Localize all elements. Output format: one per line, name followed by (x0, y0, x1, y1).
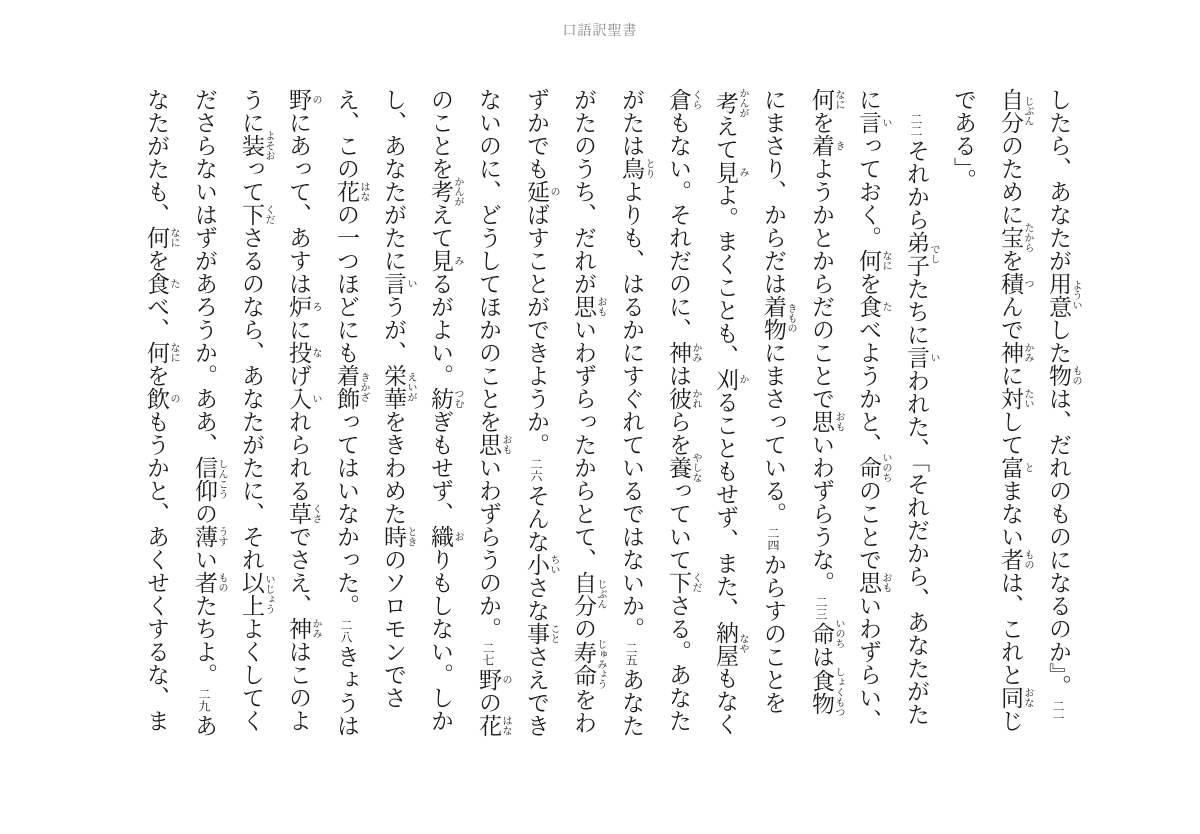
furigana: み (452, 249, 463, 272)
ruby-word: 神 かみ (286, 617, 321, 640)
ruby-word: 下 くだ (666, 571, 701, 594)
text-run: にまさり、からだは (761, 88, 786, 295)
furigana: ようい (1070, 272, 1081, 318)
text-run: に (998, 364, 1023, 387)
verse-number: 二一 (1051, 699, 1065, 724)
ruby-word: 対 たい (998, 387, 1033, 410)
ruby-word: 事 こと (524, 622, 559, 645)
furigana: なに (168, 226, 179, 249)
text-run: をきわめた (381, 410, 406, 525)
ruby-word: 時 とき (381, 525, 416, 548)
furigana: き (833, 134, 844, 157)
ruby-word: 炉 ろ (286, 295, 321, 318)
furigana: ちい (548, 553, 559, 576)
ruby-word: 思 おも (571, 295, 606, 318)
text-run: はこのように (239, 88, 311, 732)
ruby-word: 自分 じぶん (998, 88, 1033, 134)
text-run: からすのことを (761, 553, 786, 714)
text-run: の一つほどにも (334, 203, 359, 364)
text-run: ぎもせず、 (428, 410, 453, 525)
furigana: くだ (263, 203, 274, 226)
text-run: は、だれのものになるのか』。 (1046, 387, 1071, 698)
ruby-word: 何 なに (144, 341, 179, 364)
furigana: おな (1022, 686, 1033, 709)
furigana: じぶん (1022, 88, 1033, 134)
ruby-word: 何 なに (144, 226, 179, 249)
furigana: の (500, 668, 511, 691)
ruby-word: 納屋 なや (713, 620, 748, 667)
ruby-word: 富 と (998, 456, 1033, 479)
text-run: うが、 (381, 295, 406, 364)
ruby-word: 投 な (286, 341, 321, 364)
furigana: くさ (310, 502, 321, 525)
text-run: の (571, 617, 596, 640)
text-run: は、これと (998, 571, 1023, 686)
furigana: くら (690, 88, 701, 111)
ruby-word: 延 の (524, 180, 559, 203)
furigana: たい (1022, 387, 1033, 410)
text-run: ばすことができようか。 (524, 203, 549, 456)
furigana: なに (168, 341, 179, 364)
ruby-word: 倉 くら (666, 88, 701, 111)
text-run: を (144, 364, 169, 387)
text-run: げ (286, 364, 311, 387)
text-run: は (809, 645, 834, 668)
ruby-word: 命 いのち (809, 618, 844, 649)
text-run: したら、あなたが (1046, 88, 1071, 272)
ruby-word: 以上 いじょう (239, 571, 274, 617)
text-run: いわずらい、 (856, 594, 881, 732)
text-run: まない (998, 479, 1023, 548)
furigana: かんが (737, 88, 748, 118)
text-run: にまさっている。 (761, 341, 786, 525)
text-run: ることもせず、また、 (713, 390, 738, 621)
furigana: しょくもつ (833, 667, 844, 717)
ruby-word: 自分 じぶん (571, 571, 606, 617)
ruby-word: 彼 かれ (666, 387, 701, 410)
verse-number: 二九 (197, 688, 211, 712)
text-run: われた、「それだから、あなたがたに (856, 88, 929, 726)
text-run: りもしない。しかし、あなたがたに (381, 88, 453, 732)
ruby-word: 入 い (286, 387, 321, 410)
furigana: いのち (880, 452, 891, 483)
ruby-word: 花 はな (476, 714, 511, 737)
furigana: えいが (405, 364, 416, 410)
verse-number: 二八 (339, 619, 353, 643)
furigana: い (928, 346, 939, 369)
ruby-word: 見 み (428, 249, 463, 272)
furigana: い (880, 111, 891, 134)
text-run: んで (998, 295, 1023, 341)
furigana: な (310, 341, 321, 364)
ruby-word: 草 くさ (286, 502, 321, 525)
furigana: おも (595, 295, 606, 318)
furigana: た (880, 295, 891, 318)
furigana: くだ (690, 571, 701, 594)
text-run: さな (524, 576, 549, 622)
text-run: さるのなら、あなたがたに、それ (239, 226, 264, 571)
ruby-word: 野 の (286, 88, 321, 111)
scripture-vertical-text-body (133, 88, 1082, 738)
text-run: よりも、はるかにすぐれているではないか。 (619, 180, 644, 640)
verse-number: 二六 (529, 458, 543, 482)
text-run: えて (428, 203, 453, 249)
text-run: は (666, 364, 691, 387)
furigana: と (1022, 456, 1033, 479)
furigana: なに (880, 249, 891, 272)
ruby-word: 言 い (856, 111, 891, 134)
ruby-word: 養 やしな (666, 452, 701, 483)
furigana: い (405, 272, 416, 295)
ruby-word: 花 はな (334, 180, 369, 203)
text-run: あなたがたも、 (144, 88, 217, 737)
ruby-word: 信仰 しんこう (192, 456, 227, 502)
page-header-title: 口語訳聖書 (562, 22, 638, 38)
text-run: にあって、あすは (286, 111, 311, 295)
furigana: なに (833, 88, 844, 111)
verse-number: 二二 (909, 113, 923, 137)
ruby-word: 言 い (904, 346, 939, 369)
ruby-word: 薄 うす (192, 525, 227, 548)
text-run: した (1046, 318, 1071, 364)
text-run: べようかと、 (856, 318, 881, 456)
ruby-word: 鳥 とり (619, 157, 654, 180)
ruby-word: 食物 しょくもつ (809, 667, 844, 717)
text-run: を (144, 249, 169, 272)
furigana: つむ (452, 387, 463, 410)
text-run: よくしてくださらないはずがあろうか。ああ、 (192, 88, 264, 732)
furigana: でし (928, 231, 939, 277)
ruby-word: 何 なに (856, 249, 891, 272)
furigana: こと (548, 622, 559, 645)
text-run: いわずらったからとて、 (571, 318, 596, 571)
text-run: っていて (666, 479, 691, 571)
text-run: れられる (286, 410, 311, 502)
ruby-word: 考 かんが (713, 88, 748, 118)
furigana: ろ (310, 295, 321, 318)
ruby-word: 神 かみ (666, 341, 701, 364)
text-run: よ。まくことも、 (713, 183, 738, 368)
text-run: して (998, 410, 1023, 456)
furigana: もの (216, 571, 227, 594)
furigana: きもの (785, 295, 796, 341)
text-run: のソロモンでさえ、この (334, 88, 406, 709)
furigana: いじょう (263, 571, 274, 617)
scripture-paragraph (940, 88, 1082, 738)
text-run: のことを (428, 88, 453, 180)
furigana: はな (358, 180, 369, 203)
text-run: さる。あなたがたは (619, 88, 691, 732)
furigana: み (737, 160, 748, 184)
text-run: をわずかでも (524, 88, 596, 734)
furigana: たから (1022, 222, 1033, 253)
furigana: いのち (833, 618, 844, 649)
text-run: きょうは (334, 645, 359, 737)
ruby-word: 何 なに (809, 88, 844, 111)
text-run: そんな (524, 484, 549, 553)
ruby-word: 思 おも (809, 410, 844, 433)
furigana: おも (833, 410, 844, 433)
furigana: やしな (690, 452, 701, 483)
ruby-word: 野 の (476, 668, 511, 691)
furigana: おも (500, 433, 511, 456)
ruby-word: 装 よそお (239, 130, 274, 161)
furigana: の (168, 387, 179, 410)
furigana: なや (737, 620, 748, 667)
text-run: たちよ。 (192, 594, 217, 686)
text-run: べ、 (144, 295, 169, 341)
ruby-word: 弟子 でし (904, 231, 939, 277)
text-run: い (192, 548, 217, 571)
text-run: を (856, 272, 881, 295)
text-run: もなく (713, 666, 738, 736)
ruby-word: 食 た (144, 272, 179, 295)
ruby-word: 者 もの (192, 571, 227, 594)
ruby-word: 用意 ようい (1046, 272, 1081, 318)
ruby-word: 同 おな (998, 686, 1033, 709)
ruby-word: 寿命 じゅみょう (571, 639, 606, 689)
text-run: じである」。 (951, 88, 1023, 732)
ruby-word: 小 ちい (524, 553, 559, 576)
ruby-word: 織 お (428, 525, 463, 548)
ruby-word: 着 き (809, 134, 844, 157)
text-run: のために (998, 134, 1023, 226)
text-run: ってはいなかった。 (334, 410, 359, 617)
furigana: おも (880, 571, 891, 594)
furigana: とり (643, 157, 654, 180)
furigana: つ (1022, 272, 1033, 295)
text-run: を (998, 249, 1023, 272)
ruby-word: 思 おも (476, 433, 511, 456)
furigana: しんこう (216, 456, 227, 502)
furigana: かみ (310, 617, 321, 640)
verse-number: 二三 (814, 596, 828, 620)
furigana: もの (1022, 548, 1033, 571)
text-run: さえできないのに、どうしてほかのことを (476, 88, 549, 737)
text-run: いわずらうのか。 (476, 456, 501, 640)
ruby-word: 栄華 えいが (381, 364, 416, 410)
furigana: い (310, 387, 321, 410)
text-run: に (286, 318, 311, 341)
furigana: の (310, 88, 321, 111)
ruby-word: 刈 か (713, 367, 748, 391)
verse-number: 二五 (624, 642, 638, 666)
furigana: の (548, 180, 559, 203)
ruby-word: 見 み (713, 160, 748, 184)
text-run: の (192, 502, 217, 525)
text-run: えて (713, 114, 738, 161)
verse-number: 二四 (766, 527, 780, 551)
text-run: でさえ、 (286, 525, 311, 617)
text-run: のことで (856, 479, 881, 571)
furigana: じぶん (595, 571, 606, 617)
furigana: かれ (690, 387, 701, 410)
furigana: かみ (690, 341, 701, 364)
furigana: た (168, 272, 179, 295)
furigana: はな (500, 714, 511, 737)
ruby-word: 命 いのち (856, 452, 891, 483)
ruby-word: 物 もの (1046, 364, 1081, 387)
text-run: それから (904, 139, 929, 231)
text-run: を (809, 111, 834, 134)
furigana: もの (1070, 364, 1081, 387)
furigana: とき (405, 525, 416, 548)
furigana: お (452, 525, 463, 548)
ruby-word: 着飾 きかざ (334, 364, 369, 410)
ruby-word: 食 た (856, 295, 891, 318)
text-run: の (476, 691, 501, 714)
furigana: よそお (263, 130, 274, 161)
ruby-word: 積 つ (998, 272, 1033, 295)
furigana: きかざ (358, 364, 369, 410)
text-run: ようかとからだのことで (809, 157, 834, 410)
text-run: るがよい。 (428, 272, 453, 387)
furigana: かんが (452, 176, 463, 207)
text-run: っておく。 (856, 134, 881, 249)
text-run: もうかと、あくせくするな、ま (144, 410, 169, 732)
text-run: もない。それだのに、 (666, 111, 691, 341)
verse-number: 二七 (481, 642, 495, 666)
ruby-word: 紡 つむ (428, 387, 463, 410)
ruby-word: 宝 たから (998, 222, 1033, 253)
ruby-word: 神 かみ (998, 341, 1033, 364)
text-run: らを (666, 410, 691, 456)
scripture-paragraph (133, 88, 940, 738)
ruby-word: 者 もの (998, 548, 1033, 571)
text-run: たちに (904, 277, 929, 346)
ruby-word: 飲 の (144, 387, 179, 410)
furigana: か (737, 367, 748, 391)
ruby-word: 着物 きもの (761, 295, 796, 341)
ruby-word: 下 くだ (239, 203, 274, 226)
text-run: って (239, 157, 264, 203)
ruby-word: 思 おも (856, 571, 891, 594)
furigana: うす (216, 525, 227, 548)
ruby-word: 言 い (381, 272, 416, 295)
text-run: あなたがたのうち、だれが (571, 88, 644, 737)
furigana: かみ (1022, 341, 1033, 364)
furigana: じゅみょう (595, 639, 606, 689)
text-run: いわずらうな。 (809, 433, 834, 594)
ruby-word: 考 かんが (428, 176, 463, 207)
